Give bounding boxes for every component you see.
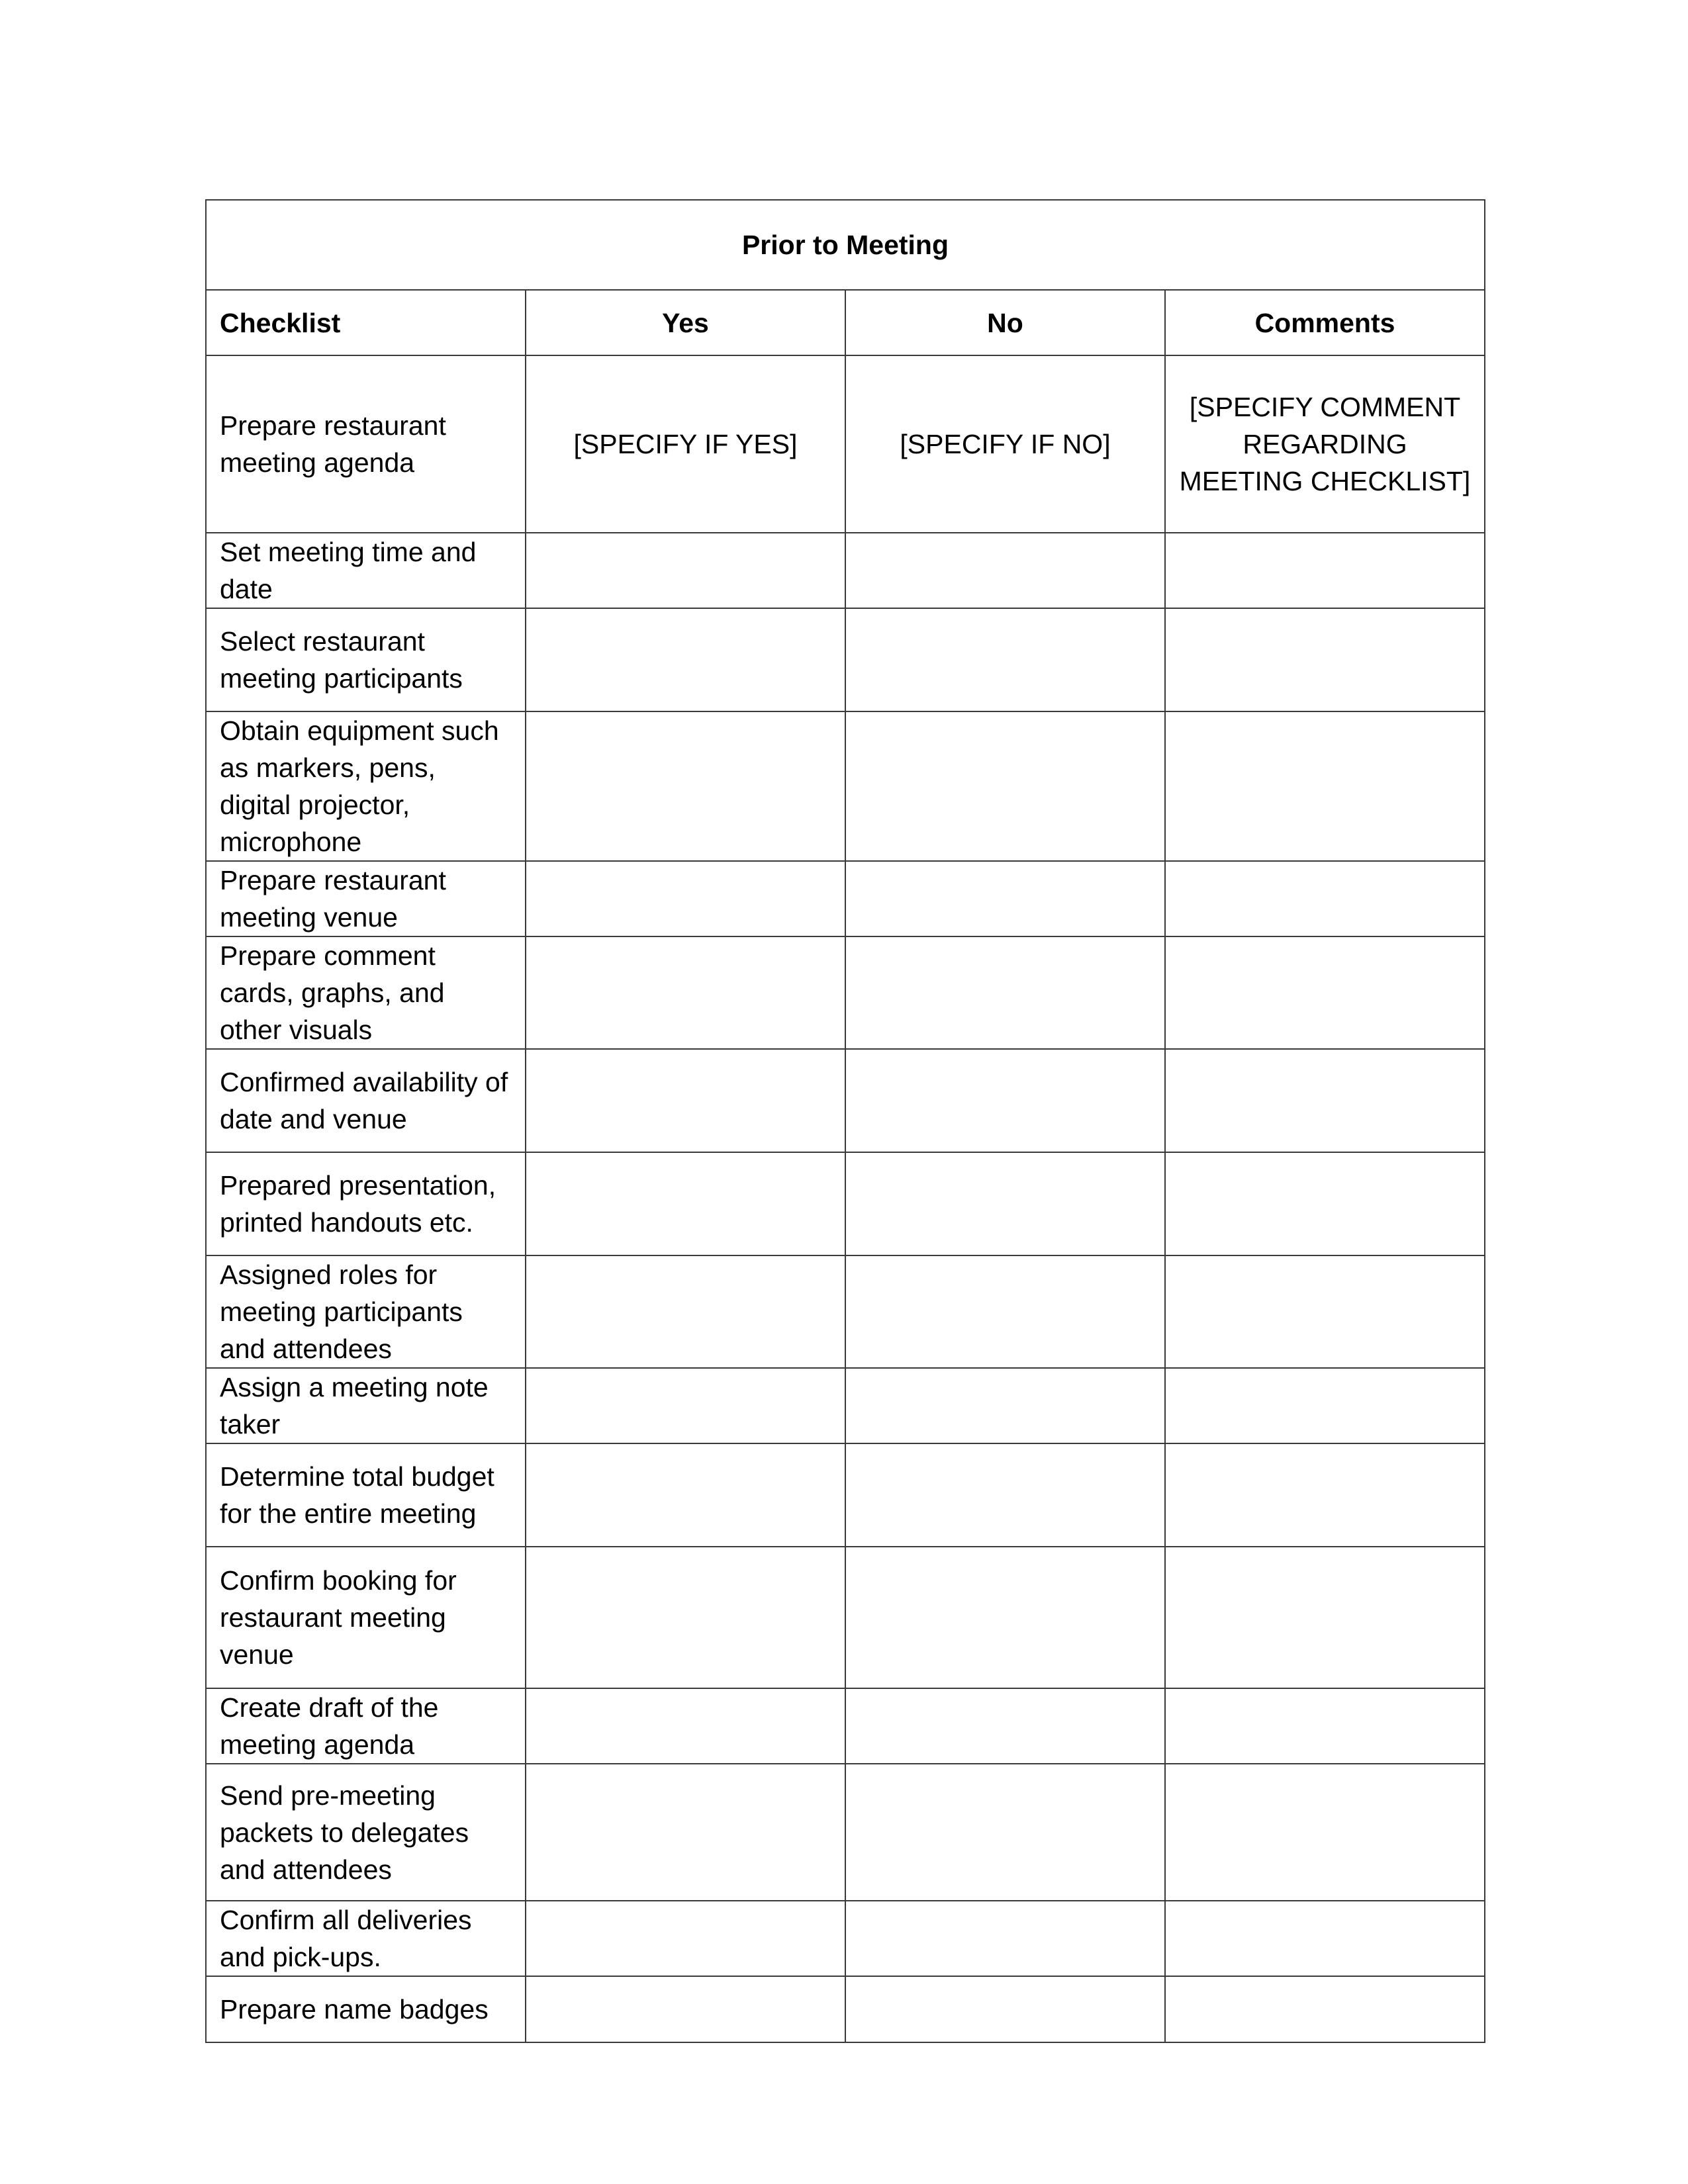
no-cell[interactable]: [845, 1443, 1165, 1547]
yes-cell[interactable]: [526, 1764, 845, 1901]
checklist-item: Prepare comment cards, graphs, and other visuals: [206, 936, 526, 1049]
yes-cell[interactable]: [526, 1547, 845, 1688]
header-row: [206, 290, 1485, 355]
yes-cell[interactable]: [526, 1049, 845, 1152]
checklist-item: Create draft of the meeting agenda: [206, 1688, 526, 1764]
table-row: [206, 1443, 1485, 1547]
table-row: [206, 1255, 1485, 1368]
no-cell[interactable]: [845, 1901, 1165, 1976]
no-cell[interactable]: [845, 1368, 1165, 1443]
header-comments: Comments: [1165, 290, 1485, 355]
yes-cell[interactable]: [526, 1443, 845, 1547]
no-cell[interactable]: [845, 1255, 1165, 1368]
comments-cell[interactable]: [1165, 1152, 1485, 1255]
yes-cell[interactable]: [526, 1255, 845, 1368]
table-row: [206, 355, 1485, 533]
comments-cell[interactable]: [1165, 1443, 1485, 1547]
comments-cell[interactable]: [1165, 1976, 1485, 2042]
comments-cell[interactable]: [1165, 936, 1485, 1049]
comments-cell[interactable]: [1165, 1368, 1485, 1443]
yes-cell[interactable]: [526, 1152, 845, 1255]
table-row: [206, 1152, 1485, 1255]
comments-cell[interactable]: [1165, 533, 1485, 608]
table-row: [206, 1764, 1485, 1901]
comments-cell[interactable]: [1165, 1688, 1485, 1764]
comments-cell[interactable]: [1165, 1901, 1485, 1976]
no-cell[interactable]: [845, 1976, 1165, 2042]
table-row: [206, 533, 1485, 608]
comments-cell[interactable]: [1165, 608, 1485, 711]
yes-cell[interactable]: [526, 1976, 845, 2042]
yes-cell[interactable]: [526, 936, 845, 1049]
no-cell[interactable]: [845, 1547, 1165, 1688]
checklist-item: Confirm booking for restaurant meeting venue: [206, 1547, 526, 1688]
checklist-item: Confirm all deliveries and pick-ups.: [206, 1901, 526, 1976]
table-row: [206, 1976, 1485, 2042]
checklist-item: Determine total budget for the entire meeting: [206, 1443, 526, 1547]
table-row: [206, 1547, 1485, 1688]
checklist-item: Prepare name badges: [206, 1976, 526, 2042]
no-cell[interactable]: [845, 861, 1165, 936]
yes-cell[interactable]: [526, 1901, 845, 1976]
checklist-item: Assign a meeting note taker: [206, 1368, 526, 1443]
checklist-item: Confirmed availability of date and venue: [206, 1049, 526, 1152]
comments-cell[interactable]: [SPECIFY COMMENT REGARDING MEETING CHECKLIST]: [1165, 355, 1485, 533]
checklist-item: Send pre-meeting packets to delegates and attendees: [206, 1764, 526, 1901]
comments-cell[interactable]: [1165, 1049, 1485, 1152]
table-row: [206, 1901, 1485, 1976]
checklist-item: Select restaurant meeting participants: [206, 608, 526, 711]
checklist-item: Assigned roles for meeting participants and attendees: [206, 1255, 526, 1368]
comments-cell[interactable]: [1165, 861, 1485, 936]
no-cell[interactable]: [845, 1688, 1165, 1764]
yes-cell[interactable]: [526, 1368, 845, 1443]
no-cell[interactable]: [845, 936, 1165, 1049]
comments-cell[interactable]: [1165, 1547, 1485, 1688]
checklist-item: Obtain equipment such as markers, pens, digital projector, microphone: [206, 711, 526, 861]
no-cell[interactable]: [845, 533, 1165, 608]
no-cell[interactable]: [845, 1049, 1165, 1152]
table-row: [206, 936, 1485, 1049]
checklist-item: Prepared presentation, printed handouts etc.: [206, 1152, 526, 1255]
table-row: [206, 711, 1485, 861]
no-cell[interactable]: [845, 711, 1165, 861]
no-cell[interactable]: [845, 1152, 1165, 1255]
no-cell[interactable]: [SPECIFY IF NO]: [845, 355, 1165, 533]
checklist-item: Set meeting time and date: [206, 533, 526, 608]
table-row: [206, 1688, 1485, 1764]
table-title: Prior to Meeting: [206, 200, 1485, 290]
checklist-item: Prepare restaurant meeting venue: [206, 861, 526, 936]
title-row: [206, 200, 1485, 290]
comments-cell[interactable]: [1165, 1255, 1485, 1368]
prior-to-meeting-table: [205, 199, 1485, 2043]
table-row: [206, 608, 1485, 711]
table-row: [206, 1368, 1485, 1443]
header-checklist: Checklist: [206, 290, 526, 355]
checklist-item: Prepare restaurant meeting agenda: [206, 355, 526, 533]
yes-cell[interactable]: [SPECIFY IF YES]: [526, 355, 845, 533]
yes-cell[interactable]: [526, 608, 845, 711]
comments-cell[interactable]: [1165, 711, 1485, 861]
yes-cell[interactable]: [526, 1688, 845, 1764]
header-yes: Yes: [526, 290, 845, 355]
table-row: [206, 861, 1485, 936]
no-cell[interactable]: [845, 1764, 1165, 1901]
yes-cell[interactable]: [526, 861, 845, 936]
no-cell[interactable]: [845, 608, 1165, 711]
yes-cell[interactable]: [526, 711, 845, 861]
yes-cell[interactable]: [526, 533, 845, 608]
table-row: [206, 1049, 1485, 1152]
header-no: No: [845, 290, 1165, 355]
comments-cell[interactable]: [1165, 1764, 1485, 1901]
